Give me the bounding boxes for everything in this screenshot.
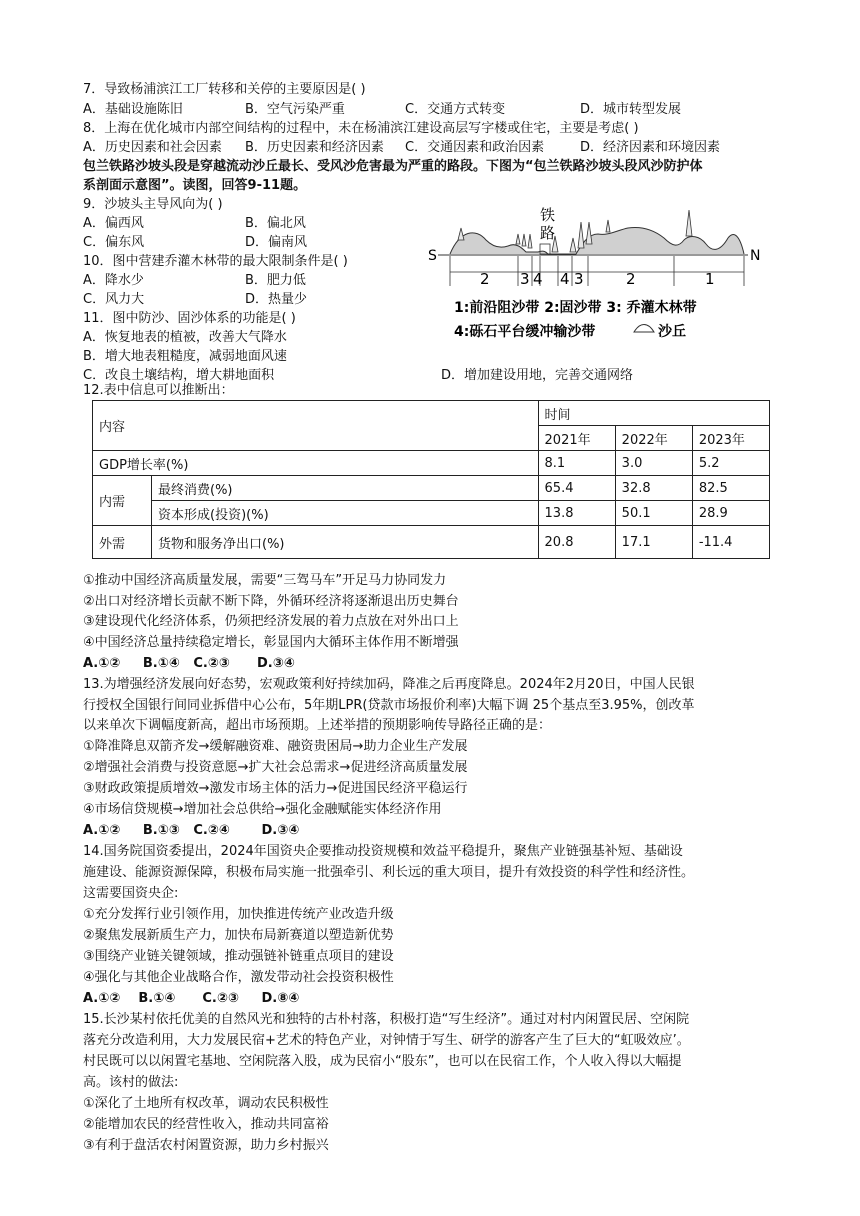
intro-line-1: 包兰铁路沙坡头段是穿越流动沙丘最长、受风沙危害最为严重的路段。下图为“包兰铁路沙坡头段风沙防护体 (83, 159, 703, 174)
q13-statement-4: ④市场信贷规模→增加社会总供给→强化金融赋能实体经济作用 (83, 802, 442, 817)
q13-line-2: 行授权全国银行间同业拆借中心公布，5年期LPR(贷款市场报价利率)大幅下调 25个基点至3.95%，创改革 (83, 698, 695, 713)
q7-option-b: B．空气污染严重 (245, 102, 345, 117)
q15-statement-3: ③有利于盘活农村闲置资源，助力乡村振兴 (83, 1138, 329, 1153)
q14-statement-2: ②聚焦发展新质生产力，加快布局新赛道以塑造新优势 (83, 928, 394, 943)
q13-line-3: 以来单次下调幅度新高，超出市场预期。上述举措的预期影响传导路径正确的是： (83, 718, 552, 733)
q15-line-1: 15.长沙某村依托优美的自然风光和独特的古朴村落，积极打造“写生经济”。通过对村内闲置民居、空闲院 (83, 1012, 690, 1027)
q14-line-1: 14.国务院国资委提出，2024年国资央企要推动投资规模和效益平稳提升，聚焦产业链强基补短、基础设 (83, 844, 683, 859)
q12-statement-4: ④中国经济总量持续稳定增长，彰显国内大循环主体作用不断增强 (83, 635, 459, 650)
gdp-2021: 8.1 (538, 451, 615, 476)
year-2021: 2021年 (538, 426, 615, 451)
label-south: S (428, 248, 437, 264)
q9-option-d: D．偏南风 (245, 235, 308, 250)
investment-2022: 50.1 (615, 501, 692, 526)
q12-choices: A.①② B.①④ C.②③ D.③④ (83, 656, 295, 671)
q8-option-a: A．历史因素和社会因素 (83, 140, 222, 155)
year-2022: 2022年 (615, 426, 692, 451)
q15-statement-1: ①深化了土地所有权改革，调动农民积极性 (83, 1096, 329, 1111)
q10-option-c: C．风力大 (83, 292, 145, 307)
label-north: N (750, 248, 761, 264)
q7-option-c: C．交通方式转变 (405, 102, 506, 117)
zone-dividers (450, 256, 744, 286)
investment-2023: 28.9 (692, 501, 769, 526)
zone-label-3: 4 (533, 270, 543, 288)
q13-statement-3: ③财政政策提质增效→激发市场主体的活力→促进国民经济平稳运行 (83, 781, 468, 796)
q11-stem: 11．图中防沙、固沙体系的功能是( ) (83, 311, 296, 326)
q8-option-c: C．交通因素和政治因素 (405, 140, 545, 155)
q13-statement-1: ①降准降息双箭齐发→缓解融资难、融资贵困局→助力企业生产发展 (83, 739, 468, 754)
q9-option-c: C．偏东风 (83, 235, 145, 250)
zone-label-2: 3 (520, 270, 530, 288)
external-label: 外需 (93, 526, 152, 559)
q14-line-3: 这需要国资央企: (83, 886, 179, 901)
intro-line-2: 系剖面示意图”。读图，回答9-11题。 (83, 178, 307, 193)
q7-stem: 7．导致杨浦滨江工厂转移和关停的主要原因是( ) (83, 82, 366, 97)
q9-option-b: B．偏北风 (245, 216, 306, 231)
zone-label-1: 2 (480, 270, 490, 288)
economy-table (92, 400, 770, 559)
investment-2021: 13.8 (538, 501, 615, 526)
q13-statement-2: ②增强社会消费与投资意愿→扩大社会总需求→促进经济高质量发展 (83, 760, 468, 775)
net-export-2021: 20.8 (538, 526, 615, 559)
zone-label-6: 2 (626, 270, 636, 288)
consumption-label: 最终消费(%) (152, 476, 539, 501)
gdp-2022: 3.0 (615, 451, 692, 476)
q9-stem: 9．沙坡头主导风向为( ) (83, 197, 223, 212)
q15-line-2: 落充分改造利用，大力发展民宿+艺术的特色产业，对钟情于写生、研学的游客产生了巨大的“虹吸效应’。 (83, 1033, 690, 1048)
q11-option-a: A．恢复地表的植被，改善大气降水 (83, 330, 287, 345)
sand-protection-profile-figure (428, 200, 772, 350)
railway-char-1: 铁 (540, 206, 556, 224)
year-2023: 2023年 (692, 426, 769, 451)
q15-line-4: 高。该村的做法: (83, 1075, 179, 1090)
q10-option-d: D．热量少 (245, 292, 308, 307)
q8-stem: 8．上海在优化城市内部空间结构的过程中，未在杨浦滨江建设高层写字楼或住宅，主要是考虑( ) (83, 121, 639, 136)
investment-label: 资本形成(投资)(%) (152, 501, 539, 526)
q11-option-c: C．改良土壤结构，增大耕地面积 (83, 368, 275, 383)
gdp-label: GDP增长率(%) (93, 451, 539, 476)
q14-statement-3: ③围绕产业链关键领域，推动强链补链重点项目的建设 (83, 949, 394, 964)
consumption-2021: 65.4 (538, 476, 615, 501)
consumption-2023: 82.5 (692, 476, 769, 501)
zone-label-5: 3 (574, 270, 584, 288)
legend-line-1: 1:前沿阻沙带 2:固沙带 3: 乔灌木林带 (454, 300, 697, 316)
q11-option-b: B．增大地表粗糙度，减弱地面风速 (83, 349, 287, 364)
q14-statement-4: ④强化与其他企业战略合作，激发带动社会投资积极性 (83, 970, 394, 985)
q12-stem: 12.表中信息可以推断出： (83, 383, 234, 398)
legend-dune: 沙丘 (658, 324, 686, 340)
q13-line-1: 13.为增强经济发展向好态势，宏观政策利好持续加码，降准之后再度降息。2024年2月20日，中国人民银 (83, 677, 695, 692)
q14-statement-1: ①充分发挥行业引领作用，加快推进传统产业改造升级 (83, 907, 394, 922)
q14-line-2: 施建设、能源资源保障，积极布局实施一批强牵引、利长远的重大项目，提升有效投资的科学性和经济性。 (83, 865, 695, 880)
q7-option-d: D．城市转型发展 (580, 102, 682, 117)
q8-option-d: D．经济因素和环境因素 (580, 140, 721, 155)
q10-option-a: A．降水少 (83, 273, 144, 288)
net-export-2022: 17.1 (615, 526, 692, 559)
q10-option-b: B．肥力低 (245, 273, 306, 288)
dune-profile (450, 227, 744, 254)
q8-option-b: B．历史因素和经济因素 (245, 140, 384, 155)
gdp-2023: 5.2 (692, 451, 769, 476)
q10-stem: 10．图中营建乔灌木林带的最大限制条件是( ) (83, 254, 348, 269)
q7-option-a: A．基础设施陈旧 (83, 102, 183, 117)
domestic-label: 内需 (93, 476, 152, 526)
q13-choices: A.①② B.①③ C.②④ D.③④ (83, 823, 300, 838)
net-export-2023: -11.4 (692, 526, 769, 559)
zone-label-7: 1 (705, 270, 715, 288)
legend-line-2: 4:砾石平台缓冲输沙带 (454, 324, 596, 340)
header-content: 内容 (93, 401, 539, 451)
net-export-label: 货物和服务净出口(%) (152, 526, 539, 559)
zone-label-4: 4 (560, 270, 570, 288)
railway-char-2: 路 (540, 224, 556, 242)
q12-statement-1: ①推动中国经济高质量发展，需要“三驾马车”开足马力协同发力 (83, 573, 447, 588)
q11-option-d: D．增加建设用地，完善交通网络 (441, 368, 634, 383)
header-time: 时间 (538, 401, 769, 426)
q9-option-a: A．偏西风 (83, 216, 144, 231)
q15-statement-2: ②能增加农民的经营性收入，推动共同富裕 (83, 1117, 329, 1132)
dune-legend-icon (634, 325, 654, 333)
q12-statement-3: ③建设现代化经济体系，仍须把经济发展的着力点放在对外出口上 (83, 614, 459, 629)
consumption-2022: 32.8 (615, 476, 692, 501)
q12-statement-2: ②出口对经济增长贡献不断下降，外循环经济将逐渐退出历史舞台 (83, 594, 459, 609)
q14-choices: A.①② B.①④ C.②③ D.⑧④ (83, 991, 300, 1006)
q15-line-3: 村民既可以以闲置宅基地、空闲院落入股，成为民宿小“股东”，也可以在民宿工作，个人收入得以大幅提 (83, 1054, 682, 1069)
